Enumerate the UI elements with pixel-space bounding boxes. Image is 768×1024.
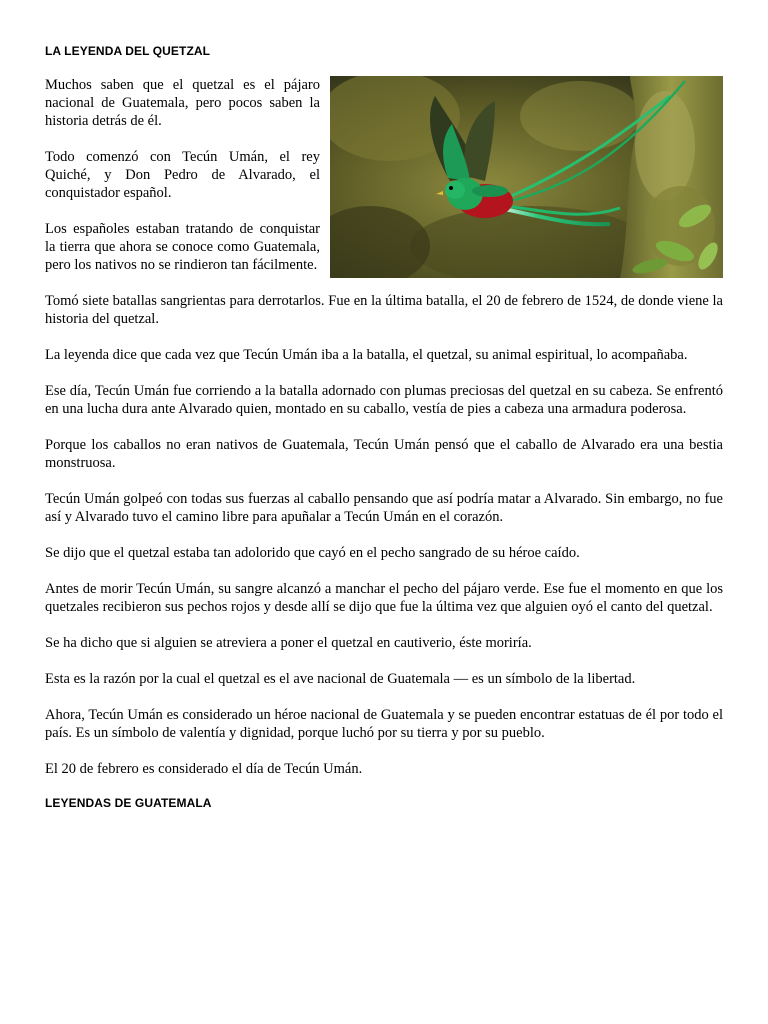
intro-text <box>45 76 320 292</box>
story-paragraph: Ese día, Tecún Umán fue corriendo a la batalla adornado con plumas preciosas del quetzal en su cabeza. Se enfrentó en una lucha dura ante Alvarado quien, montado en su caballo, vestía de pies a cabeza una armadura poderosa. <box>45 383 723 417</box>
story-paragraph: Antes de morir Tecún Umán, su sangre alcanzó a manchar el pecho del pájaro verde. Ese fue el momento en que los quetzales recibieron sus pechos rojos y desde allí se dijo que fue la última vez que alguien oyó el canto del quetzal. <box>45 581 723 615</box>
intro-section <box>45 76 723 292</box>
intro-paragraph: Los españoles estaban tratando de conquistar la tierra que ahora se conoce como Guatemala, pero los nativos no se rindieron tan fácilmente. <box>45 221 320 273</box>
document-title: LA LEYENDA DEL QUETZAL <box>45 44 211 58</box>
section-heading: LEYENDAS DE GUATEMALA <box>45 796 212 810</box>
story-paragraph: Se ha dicho que si alguien se atreviera a poner el quetzal en cautiverio, éste moriría. <box>45 635 532 651</box>
intro-paragraph: Todo comenzó con Tecún Umán, el rey Quiché, y Don Pedro de Alvarado, el conquistador español. <box>45 149 320 201</box>
story-paragraph: Esta es la razón por la cual el quetzal es el ave nacional de Guatemala — es un símbolo de la libertad. <box>45 671 636 687</box>
quetzal-photo <box>330 76 723 278</box>
story-paragraph: La leyenda dice que cada vez que Tecún Umán iba a la batalla, el quetzal, su animal espiritual, lo acompañaba. <box>45 347 688 363</box>
story-paragraph: Se dijo que el quetzal estaba tan adolorido que cayó en el pecho sangrado de su héroe caído. <box>45 545 580 561</box>
story-paragraph: El 20 de febrero es considerado el día de Tecún Umán. <box>45 761 363 777</box>
story-body <box>45 292 723 778</box>
story-paragraph: Tecún Umán golpeó con todas sus fuerzas al caballo pensando que así podría matar a Alvarado. Sin embargo, no fue así y Alvarado tuvo el camino libre para apuñalar a Tecún Umán en el corazón. <box>45 491 723 525</box>
story-paragraph: Porque los caballos no eran nativos de Guatemala, Tecún Umán pensó que el caballo de Alvarado era una bestia monstruosa. <box>45 437 723 471</box>
intro-paragraph: Muchos saben que el quetzal es el pájaro nacional de Guatemala, pero pocos saben la historia detrás de él. <box>45 77 320 129</box>
story-paragraph: Tomó siete batallas sangrientas para derrotarlos. Fue en la última batalla, el 20 de febrero de 1524, de donde viene la historia del quetzal. <box>45 293 723 327</box>
story-paragraph: Ahora, Tecún Umán es considerado un héroe nacional de Guatemala y se pueden encontrar estatuas de él por todo el país. Es un símbolo de valentía y dignidad, porque luchó por su tierra y por su pueblo. <box>45 707 723 741</box>
